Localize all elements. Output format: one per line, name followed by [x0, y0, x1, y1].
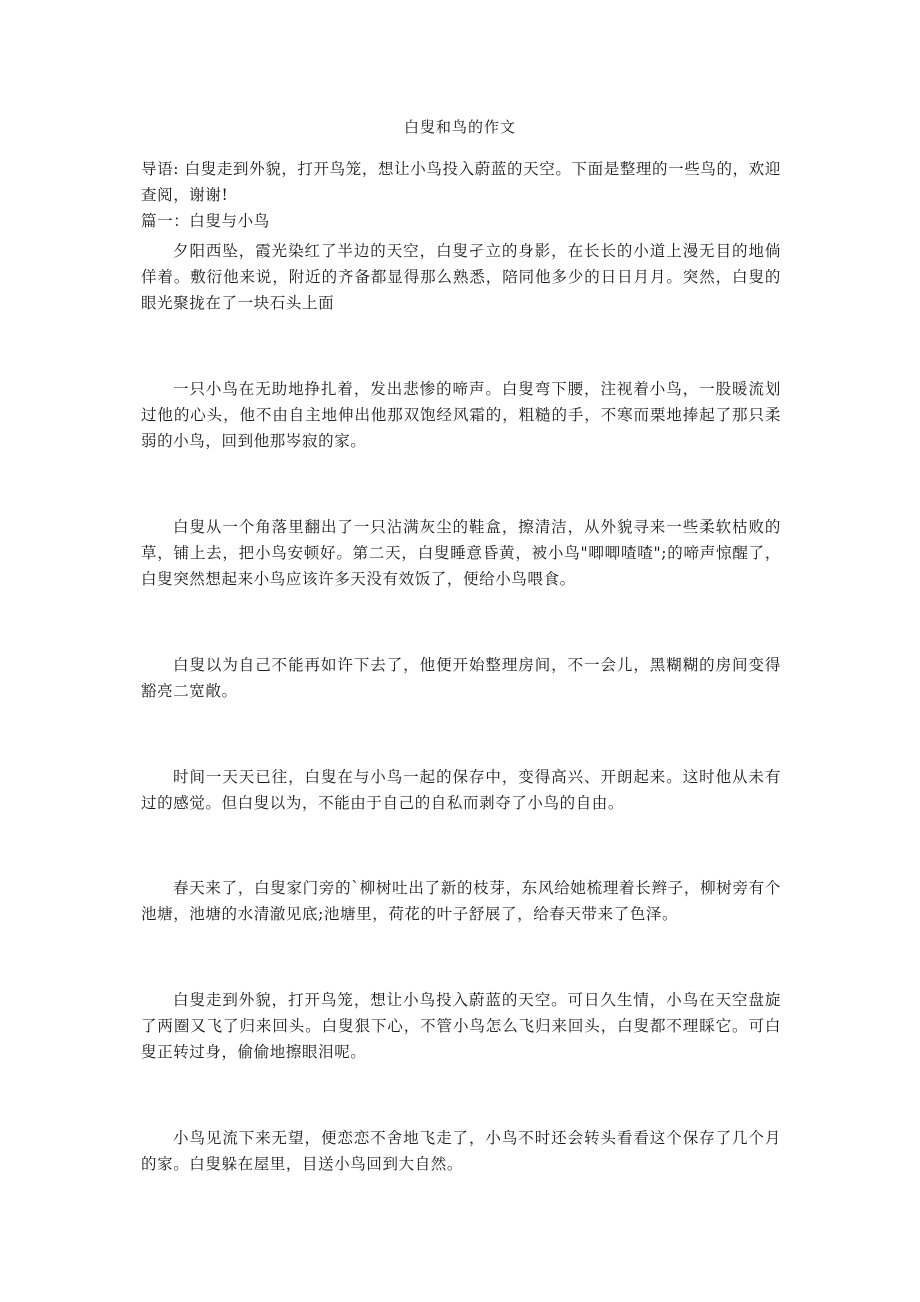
body-paragraph-8: 小鸟见流下来无望，便恋恋不舍地飞走了，小鸟不时还会转头看看这个保存了几个月的家。白叟躲在屋里，目送小鸟回到大自然。: [141, 1129, 781, 1173]
body-paragraph-7: 白叟走到外貌，打开鸟笼，想让小鸟投入蔚蓝的天空。可日久生情，小鸟在天空盘旋了两圈又飞了归来回头。白叟狠下心，不管小鸟怎么飞归来回头，白叟都不理睬它。可白叟正转过身，偷偷地擦眼泪呢。: [141, 991, 781, 1061]
body-paragraph-2: 一只小鸟在无助地挣扎着，发出悲惨的啼声。白叟弯下腰，注视着小鸟，一股暖流划过他的心头，他不由自主地伸出他那双饱经风霜的，粗糙的手，不寒而栗地捧起了那只柔弱的小鸟，回到他那岑寂的家。: [141, 380, 781, 450]
body-paragraph-3: 白叟从一个角落里翻出了一只沾满灰尘的鞋盒，擦清洁，从外貌寻来一些柔软枯败的草，铺上去，把小鸟安顿好。第二天，白叟睡意昏黄，被小鸟"唧唧喳喳";的啼声惊醒了，白叟突然想起来小鸟应该许多天没有效饭了，便给小鸟喂食。: [141, 518, 781, 588]
body-paragraph-4: 白叟以为自己不能再如许下去了，他便开始整理房间，不一会儿，黑糊糊的房间变得豁亮二宽敞。: [141, 656, 781, 700]
intro-paragraph: 导语: 白叟走到外貌，打开鸟笼，想让小鸟投入蔚蓝的天空。下面是整理的一些鸟的，欢迎查阅，谢谢!: [141, 160, 781, 204]
section-heading: 篇一：白叟与小鸟: [141, 212, 270, 230]
body-paragraph-1: 夕阳西坠，霞光染红了半边的天空，白叟孑立的身影，在长长的小道上漫无目的地倘佯着。敷衍他来说，附近的齐备都显得那么熟悉，陪同他多少的日日月月。突然，白叟的眼光聚拢在了一块石头上面: [141, 242, 781, 312]
document-title: 白叟和鸟的作文: [403, 118, 516, 136]
body-paragraph-5: 时间一天天已往，白叟在与小鸟一起的保存中，变得高兴、开朗起来。这时他从未有过的感觉。但白叟以为，不能由于自己的自私而剥夺了小鸟的自由。: [141, 768, 781, 812]
body-paragraph-6: 春天来了，白叟家门旁的`柳树吐出了新的枝芽，东风给她梳理着长辫子，柳树旁有个池塘，池塘的水清澈见底;池塘里，荷花的叶子舒展了，给春天带来了色泽。: [141, 879, 781, 923]
